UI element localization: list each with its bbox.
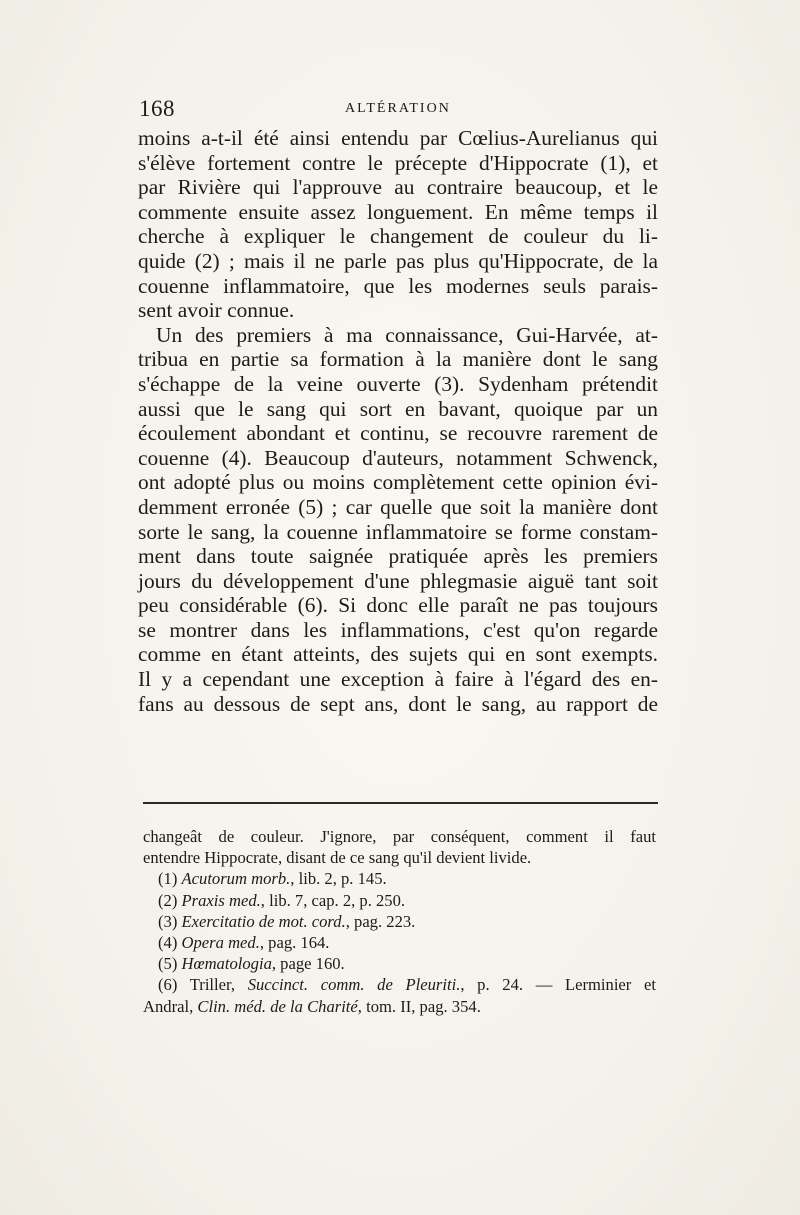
- footnotes: [143, 826, 656, 1017]
- footnote-1: (1) Acutorum morb., lib. 2, p. 145.: [158, 869, 387, 889]
- body-line: sorte le sang, la couenne inflammatoire se forme constam-: [138, 519, 658, 544]
- body-line: par Rivière qui l'approuve au contraire beaucoup, et le: [138, 175, 658, 200]
- footnote-6: (6) Triller, Succinct. comm. de Pleuriti., p. 24. — Lerminier et: [158, 975, 656, 995]
- footnote-3: (3) Exercitatio de mot. cord., pag. 223.: [158, 911, 416, 931]
- body-line: aussi que le sang qui sort en bavant, quoique par un: [138, 396, 658, 421]
- running-title: ALTÉRATION: [345, 101, 451, 116]
- body-line: tribua en partie sa formation à la manière dont le sang: [138, 347, 658, 372]
- body-line: ont adopté plus ou moins complètement cette opinion évi-: [138, 470, 658, 495]
- body-line: couenne (4). Beaucoup d'auteurs, notamment Schwenck,: [138, 445, 658, 470]
- body-line: fans au dessous de sept ans, dont le sang, au rapport de: [138, 691, 658, 716]
- body-line: cherche à expliquer le changement de couleur du li-: [138, 224, 658, 249]
- footnote-continuation-line: entendre Hippocrate, disant de ce sang qu'il devient livide.: [143, 848, 532, 868]
- body-line: s'échappe de la veine ouverte (3). Sydenham prétendit: [138, 371, 658, 396]
- body-line: quide (2) ; mais il ne parle pas plus qu'Hippocrate, de la: [138, 248, 658, 273]
- body-line: couenne inflammatoire, que les modernes seuls parais-: [138, 273, 658, 298]
- footnote-continuation-line: changeât de couleur. J'ignore, par conséquent, comment il faut: [143, 827, 656, 846]
- body-text: [138, 126, 658, 716]
- footnote-5: (5) Hœmatologia, page 160.: [158, 954, 345, 974]
- body-line: ment dans toute saignée pratiquée après les premiers: [138, 544, 658, 569]
- body-line: comme en étant atteints, des sujets qui en sont exempts.: [138, 642, 658, 667]
- body-line: Un des premiers à ma connaissance, Gui-Harvée, at-: [156, 322, 658, 347]
- footnote-4: (4) Opera med., pag. 164.: [158, 932, 330, 952]
- body-line: Il y a cependant une exception à faire à l'égard des en-: [138, 667, 658, 692]
- footnote-rule: [143, 802, 658, 804]
- running-head: [135, 96, 660, 122]
- body-line: commente ensuite assez longuement. En même temps il: [138, 199, 658, 224]
- page-number: 168: [139, 96, 175, 121]
- body-line: se montrer dans les inflammations, c'est qu'on regarde: [138, 617, 658, 642]
- body-line: peu considérable (6). Si donc elle paraît ne pas toujours: [138, 593, 658, 618]
- body-line: sent avoir connue.: [138, 298, 295, 323]
- body-line: écoulement abondant et continu, se recouvre rarement de: [138, 421, 658, 446]
- footnote-6-continuation: Andral, Clin. méd. de la Charité, tom. II, pag. 354.: [143, 996, 481, 1016]
- body-line: moins a-t-il été ainsi entendu par Cœlius-Aurelianus qui: [138, 126, 658, 150]
- footnote-2: (2) Praxis med., lib. 7, cap. 2, p. 250.: [158, 890, 406, 910]
- body-line: s'élève fortement contre le précepte d'Hippocrate (1), et: [138, 150, 658, 175]
- body-line: demment erronée (5) ; car quelle que soit la manière dont: [138, 494, 658, 519]
- body-line: jours du développement d'une phlegmasie aiguë tant soit: [138, 568, 658, 593]
